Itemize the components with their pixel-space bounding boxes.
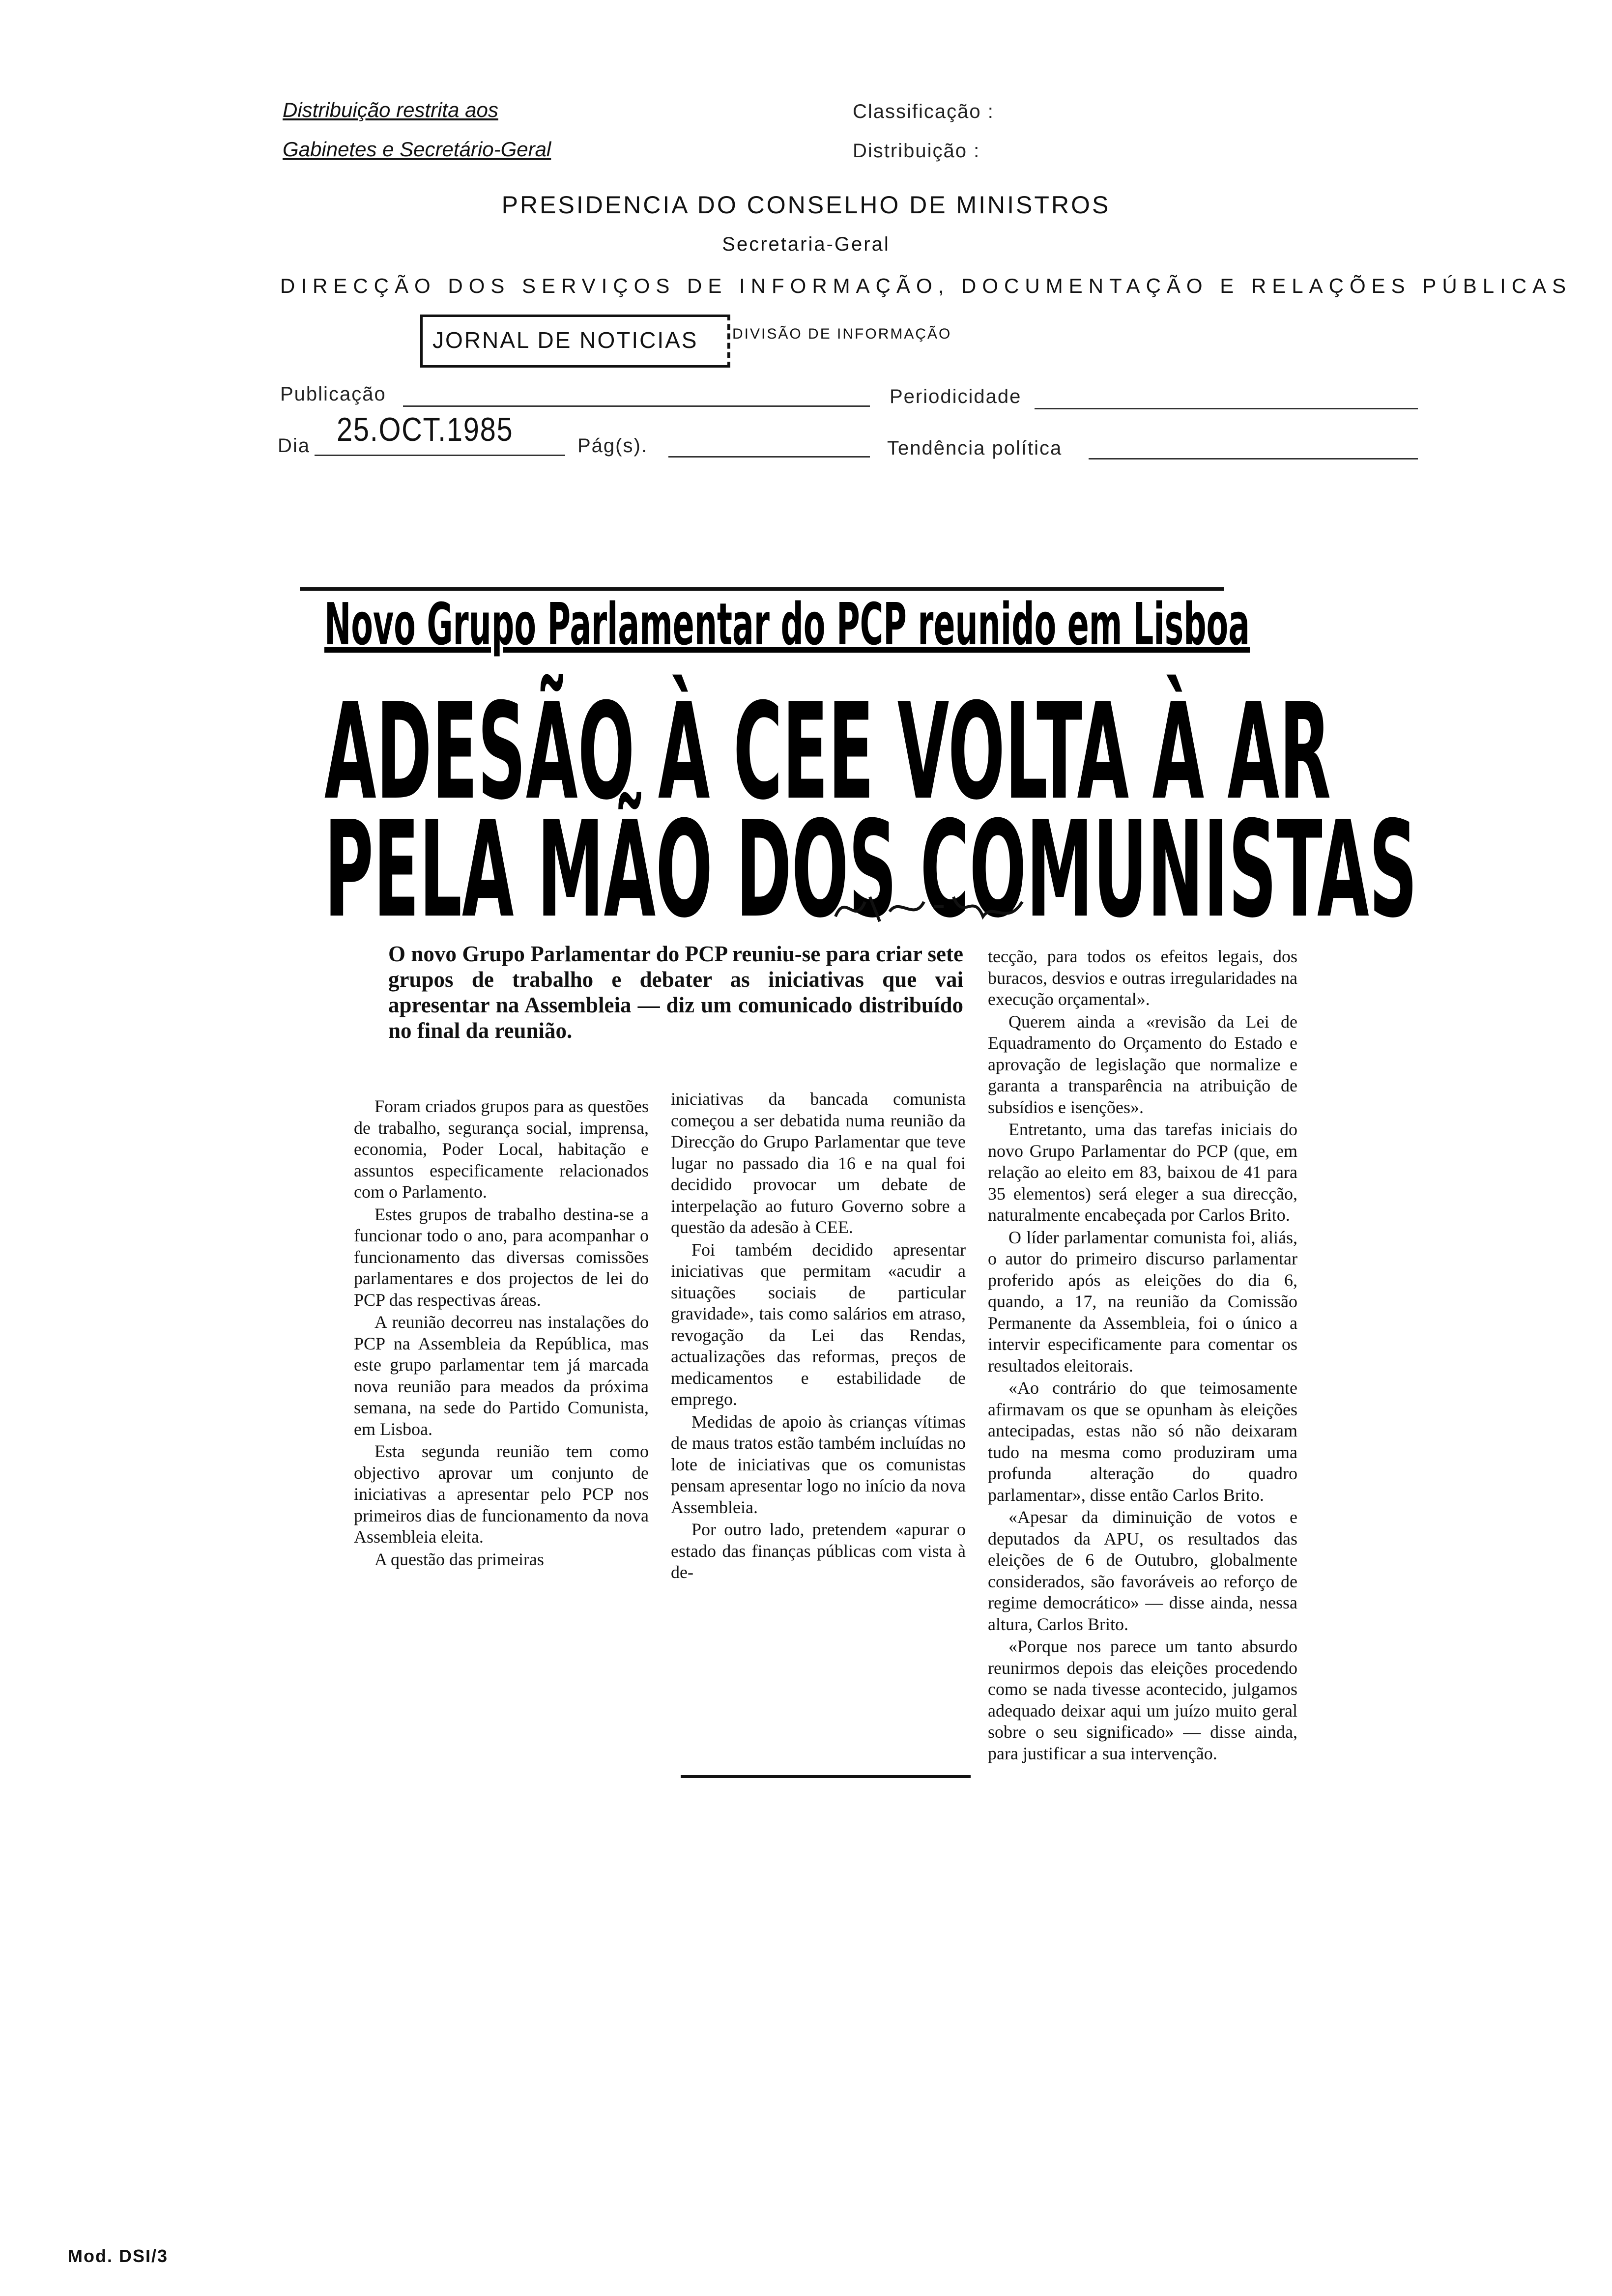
periodicity-label: Periodicidade (890, 386, 1022, 407)
tendency-label: Tendência política (887, 437, 1063, 459)
org-name: PRESIDENCIA DO CONSELHO DE MINISTROS (501, 191, 1111, 219)
form-code: Mod. DSI/3 (68, 2246, 169, 2266)
article-lead: O novo Grupo Parlamentar do PCP reuniu-se para criar sete grupos de trabalho e debater as iniciativas que vai apresentar na Assembleia — diz um comunicado distribuído no final da reunião. (388, 942, 963, 1043)
stamp-text: JORNAL DE NOTICIAS (432, 327, 698, 353)
paragraph: «Ao contrário do que teimosamente afirmavam os que se opunham às eleições antecipadas, estas não só não deixaram tudo na mesma como produziram uma profunda alteração do quadro parlamentar», disse então Carlos Brito. (988, 1378, 1297, 1505)
newspaper-stamp (420, 315, 730, 368)
paragraph: Por outro lado, pretendem «apurar o estado das finanças públicas com vista à de- (671, 1520, 966, 1582)
article-column-1 (354, 1096, 649, 1571)
paragraph: Entretanto, uma das tarefas iniciais do novo Grupo Parlamentar do PCP (que, em relação ao eleito em 83, baixou de 41 para 35 elementos) será eleger a sua direcção, naturalmente encabeçada por Carlos Brito. (988, 1119, 1297, 1225)
paragraph: iniciativas da bancada comunista começou a ser debatida numa reunião da Direcção do Grupo Parlamentar que teve lugar no passado dia 16 e na qual foi decidido provocar um debate de interpelação ao futuro Governo sobre a questão da adesão à CEE. (671, 1089, 966, 1237)
paragraph: O líder parlamentar comunista foi, aliás, o autor do primeiro discurso parlamentar proferido após as eleições do dia 6, quando, a 17, na reunião da Comissão Permanente da Assembleia, foi o único a intervir especificamente para comentar os resultados eleitorais. (988, 1227, 1297, 1376)
classification-label: Classificação : (853, 101, 994, 122)
date-stamp: 25.OCT.1985 (337, 411, 514, 448)
pages-line (668, 456, 870, 458)
pages-label: Pág(s). (577, 435, 648, 457)
article-column-3 (988, 946, 1297, 1765)
article-kicker: Novo Grupo Parlamentar do PCP reunido em Lisboa (324, 590, 1250, 658)
direction-name: DIRECÇÃO DOS SERVIÇOS DE INFORMAÇÃO, DOCUMENTAÇÃO E RELAÇÕES PÚBLICAS (280, 274, 1572, 297)
publication-label: Publicação (280, 383, 386, 405)
article-column-2 (671, 1089, 966, 1584)
paragraph: Esta segunda reunião tem como objectivo aprovar um conjunto de iniciativas a apresentar pelo PCP nos primeiros dias de funcionamento da nova Assembleia eleita. (354, 1441, 649, 1547)
paragraph: «Porque nos parece um tanto absurdo reunirmos depois das eleições procedendo como se nada tivesse acontecido, julgamos adequado deixar aqui um juízo muito geral sobre o seu significado» — disse ainda, para justificar a sua intervenção. (988, 1636, 1297, 1763)
division-label: DIVISÃO DE INFORMAÇÃO (732, 326, 952, 342)
paragraph: A reunião decorreu nas instalações do PCP na Assembleia da República, mas este grupo parlamentar tem já marcada nova reunião para meados da próxima semana, na sede do Partido Comunista, em Lisboa. (354, 1312, 649, 1439)
day-label: Dia (278, 435, 311, 457)
handwritten-annotation (831, 882, 1027, 941)
paragraph: Foi também decidido apresentar iniciativas que permitam «acudir a situações sociais de particular gravidade», tais como salários em atraso, revogação da Lei das Rendas, actualizações das reformas, preços de medicamentos e estabilidade de emprego. (671, 1239, 966, 1409)
paragraph: tecção, para todos os efeitos legais, dos buracos, desvios e outras irregularidades na execução orçamental». (988, 947, 1297, 1009)
paragraph: Querem ainda a «revisão da Lei de Equadramento do Orçamento do Estado e aprovação de legislação que normalize e garanta a transparência na atribuição de subsídios e isenções». (988, 1011, 1297, 1117)
periodicity-line (1035, 408, 1418, 409)
distribution-note-line2: Gabinetes e Secretário-Geral (283, 138, 551, 161)
date-line (315, 455, 565, 456)
distribution-label: Distribuição : (853, 140, 980, 162)
headline-line2: PELA MÃO DOS COMUNISTAS (324, 792, 1417, 947)
publication-line (403, 405, 870, 407)
paragraph: A questão das primeiras (374, 1549, 544, 1569)
paragraph: Medidas de apoio às crianças vítimas de maus tratos estão também incluídas no lote de iniciativas que os comunistas pensam apresentar logo no início da nova Assembleia. (671, 1411, 966, 1517)
distribution-note-line1: Distribuição restrita aos (283, 98, 498, 121)
paragraph: «Apesar da diminuição de votos e deputados da APU, os resultados das eleições de 6 de Outubro, globalmente considerados, são favoráveis ao reforço de regime democrático» — disse ainda, nessa altura, Carlos Brito. (988, 1507, 1297, 1634)
column-end-rule (681, 1775, 971, 1778)
tendency-line (1089, 458, 1418, 459)
paragraph: Foram criados grupos para as questões de trabalho, segurança social, imprensa, economia, Poder Local, habitação e assuntos especificamente relacionados com o Parlamento. (354, 1096, 649, 1202)
headline-line1: ADESÃO À CEE VOLTA À AR (324, 674, 1331, 829)
paragraph: Estes grupos de trabalho destina-se a funcionar todo o ano, para acompanhar o funcionamento das diversas comissões parlamentares e dos projectos de lei do PCP das respectivas áreas. (354, 1204, 649, 1310)
secretariat: Secretaria-Geral (722, 233, 890, 255)
